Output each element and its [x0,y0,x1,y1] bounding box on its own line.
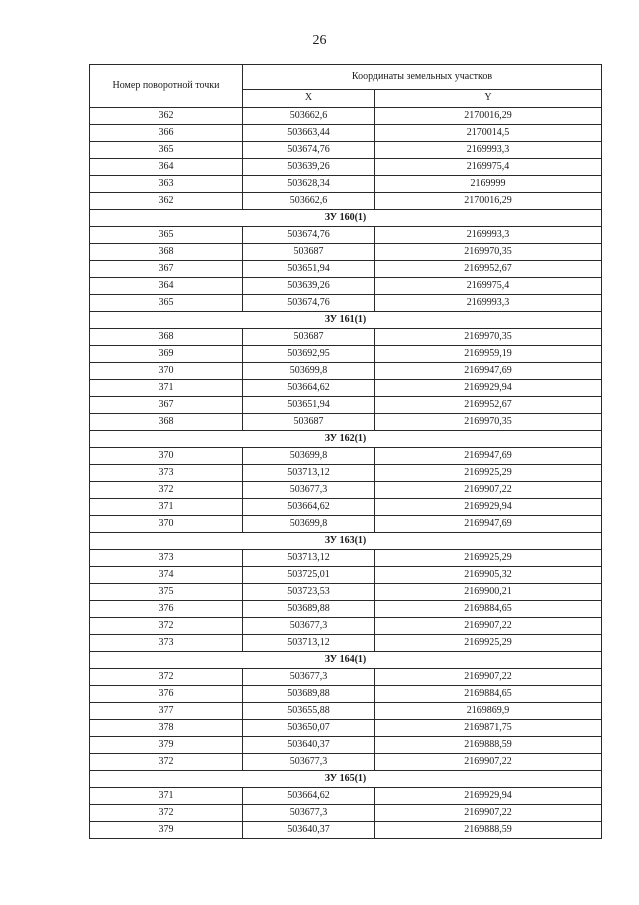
cell-point-number: 368 [90,414,243,431]
table-row [90,516,602,533]
table-row [90,703,602,720]
table-row [90,346,602,363]
table-row [90,635,602,652]
cell-y: 2169947,69 [375,516,602,533]
cell-x: 503662,6 [243,193,375,210]
cell-point-number: 371 [90,499,243,516]
section-title: ЗУ 162(1) [90,431,602,448]
table-row [90,227,602,244]
cell-x: 503664,62 [243,499,375,516]
cell-point-number: 371 [90,380,243,397]
cell-y: 2170014,5 [375,125,602,142]
cell-point-number: 372 [90,669,243,686]
table-row [90,142,602,159]
cell-x: 503687 [243,414,375,431]
cell-x: 503677,3 [243,805,375,822]
table-row [90,329,602,346]
cell-point-number: 371 [90,788,243,805]
cell-x: 503677,3 [243,482,375,499]
cell-y: 2169888,59 [375,737,602,754]
cell-point-number: 367 [90,397,243,414]
cell-x: 503640,37 [243,822,375,839]
header-x: X [243,89,375,107]
cell-point-number: 370 [90,448,243,465]
table-row [90,720,602,737]
cell-point-number: 367 [90,261,243,278]
cell-point-number: 376 [90,601,243,618]
table-row [90,295,602,312]
cell-y: 2169871,75 [375,720,602,737]
cell-point-number: 375 [90,584,243,601]
section-title: ЗУ 163(1) [90,533,602,550]
cell-x: 503699,8 [243,516,375,533]
header-y: Y [375,89,602,107]
table-row [90,193,602,210]
cell-x: 503662,6 [243,108,375,125]
cell-x: 503677,3 [243,618,375,635]
cell-x: 503677,3 [243,754,375,771]
cell-point-number: 364 [90,159,243,176]
cell-point-number: 372 [90,805,243,822]
cell-y: 2169947,69 [375,363,602,380]
cell-x: 503689,88 [243,601,375,618]
table-row [90,482,602,499]
header-coordinates: Координаты земельных участков [243,65,602,90]
cell-x: 503650,07 [243,720,375,737]
section-row [90,431,602,448]
cell-point-number: 373 [90,635,243,652]
cell-point-number: 362 [90,193,243,210]
cell-x: 503713,12 [243,635,375,652]
cell-point-number: 378 [90,720,243,737]
cell-y: 2170016,29 [375,108,602,125]
section-row [90,771,602,788]
table-row [90,261,602,278]
cell-y: 2169993,3 [375,227,602,244]
cell-x: 503687 [243,329,375,346]
table-row [90,754,602,771]
cell-y: 2169999 [375,176,602,193]
cell-point-number: 372 [90,618,243,635]
cell-y: 2169952,67 [375,397,602,414]
table-row [90,788,602,805]
cell-y: 2169947,69 [375,448,602,465]
table-row [90,465,602,482]
table-row [90,159,602,176]
table-header [90,65,602,108]
table-row [90,669,602,686]
table-row [90,108,602,125]
page-number: 26 [312,33,327,48]
cell-point-number: 377 [90,703,243,720]
cell-y: 2169970,35 [375,329,602,346]
cell-x: 503674,76 [243,142,375,159]
cell-y: 2169925,29 [375,635,602,652]
table-row [90,397,602,414]
table-row [90,618,602,635]
cell-x: 503640,37 [243,737,375,754]
cell-y: 2169929,94 [375,788,602,805]
table-row [90,822,602,839]
cell-x: 503628,34 [243,176,375,193]
cell-y: 2169884,65 [375,686,602,703]
cell-y: 2169884,65 [375,601,602,618]
section-title: ЗУ 160(1) [90,210,602,227]
cell-y: 2169900,21 [375,584,602,601]
table-row [90,550,602,567]
table-row [90,686,602,703]
cell-y: 2169907,22 [375,669,602,686]
cell-x: 503692,95 [243,346,375,363]
cell-x: 503713,12 [243,465,375,482]
table-row [90,448,602,465]
cell-x: 503664,62 [243,380,375,397]
table-body [90,108,602,839]
section-title: ЗУ 161(1) [90,312,602,329]
cell-point-number: 374 [90,567,243,584]
cell-point-number: 369 [90,346,243,363]
cell-x: 503664,62 [243,788,375,805]
section-row [90,533,602,550]
table-row [90,244,602,261]
cell-x: 503674,76 [243,227,375,244]
table-row [90,414,602,431]
cell-point-number: 373 [90,550,243,567]
table-row [90,176,602,193]
cell-y: 2169975,4 [375,159,602,176]
cell-x: 503663,44 [243,125,375,142]
cell-y: 2169925,29 [375,550,602,567]
cell-point-number: 362 [90,108,243,125]
cell-y: 2169905,32 [375,567,602,584]
cell-x: 503723,53 [243,584,375,601]
header-point-number: Номер поворотной точки [90,65,243,108]
cell-point-number: 368 [90,244,243,261]
cell-y: 2170016,29 [375,193,602,210]
cell-x: 503699,8 [243,363,375,380]
cell-x: 503687 [243,244,375,261]
section-title: ЗУ 165(1) [90,771,602,788]
cell-y: 2169869,9 [375,703,602,720]
table-row [90,584,602,601]
table-row [90,278,602,295]
cell-point-number: 379 [90,822,243,839]
cell-point-number: 373 [90,465,243,482]
cell-y: 2169888,59 [375,822,602,839]
cell-point-number: 363 [90,176,243,193]
cell-x: 503639,26 [243,159,375,176]
section-row [90,312,602,329]
cell-y: 2169952,67 [375,261,602,278]
cell-point-number: 368 [90,329,243,346]
cell-y: 2169929,94 [375,380,602,397]
cell-y: 2169959,19 [375,346,602,363]
cell-point-number: 365 [90,227,243,244]
cell-x: 503651,94 [243,397,375,414]
section-row [90,652,602,669]
section-title: ЗУ 164(1) [90,652,602,669]
cell-y: 2169907,22 [375,618,602,635]
cell-x: 503639,26 [243,278,375,295]
cell-x: 503689,88 [243,686,375,703]
cell-y: 2169929,94 [375,499,602,516]
cell-y: 2169907,22 [375,482,602,499]
cell-point-number: 365 [90,142,243,159]
cell-point-number: 366 [90,125,243,142]
table-row [90,380,602,397]
cell-y: 2169907,22 [375,805,602,822]
cell-point-number: 364 [90,278,243,295]
cell-x: 503651,94 [243,261,375,278]
cell-y: 2169925,29 [375,465,602,482]
cell-point-number: 370 [90,516,243,533]
cell-y: 2169907,22 [375,754,602,771]
cell-x: 503655,88 [243,703,375,720]
coordinates-table [89,64,602,839]
table-row [90,567,602,584]
cell-point-number: 365 [90,295,243,312]
cell-x: 503713,12 [243,550,375,567]
cell-point-number: 372 [90,754,243,771]
table-row [90,125,602,142]
cell-x: 503677,3 [243,669,375,686]
cell-x: 503699,8 [243,448,375,465]
cell-y: 2169993,3 [375,295,602,312]
table-row [90,805,602,822]
section-row [90,210,602,227]
cell-point-number: 370 [90,363,243,380]
cell-x: 503725,01 [243,567,375,584]
table-row [90,363,602,380]
cell-point-number: 379 [90,737,243,754]
table-row [90,499,602,516]
cell-point-number: 376 [90,686,243,703]
table-row [90,601,602,618]
cell-y: 2169970,35 [375,414,602,431]
cell-x: 503674,76 [243,295,375,312]
cell-y: 2169993,3 [375,142,602,159]
cell-y: 2169975,4 [375,278,602,295]
cell-y: 2169970,35 [375,244,602,261]
cell-point-number: 372 [90,482,243,499]
table-row [90,737,602,754]
